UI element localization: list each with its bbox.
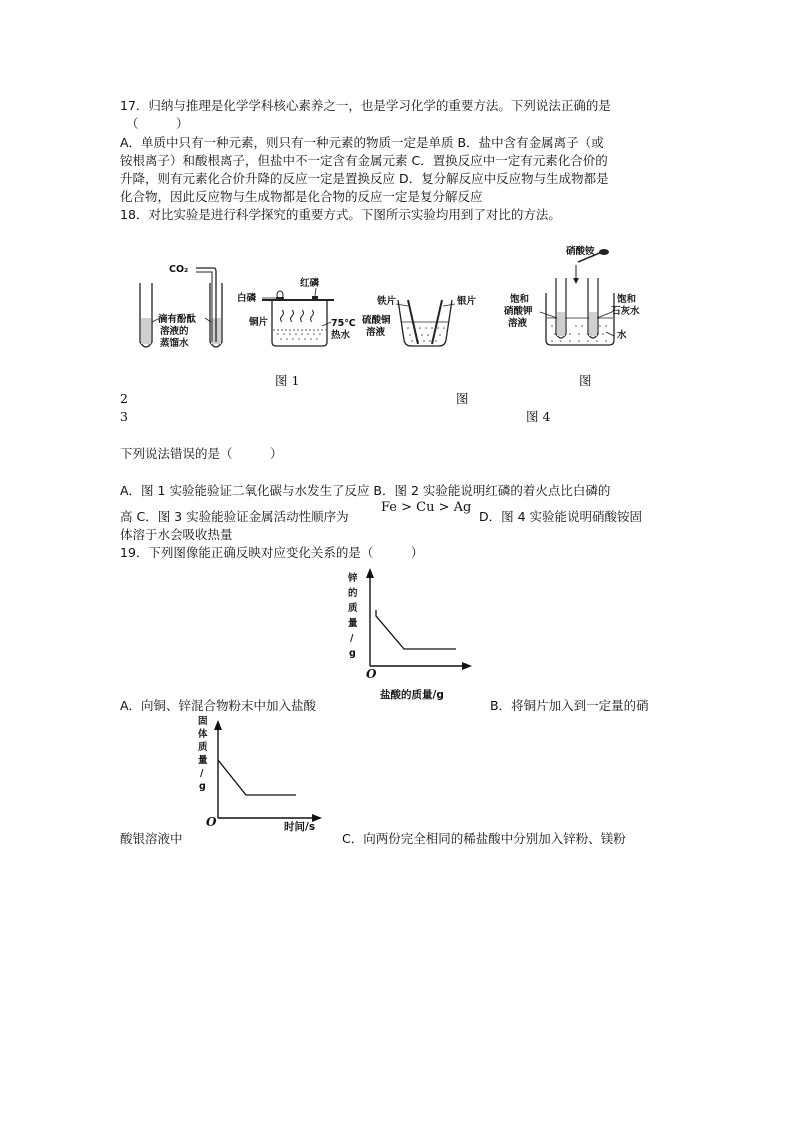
q18-option-line: 高 C．图 3 实验能验证金属活动性顺序为 xyxy=(120,509,349,524)
q18-stem: 18．对比实验是进行科学探究的重要方式。下图所示实验均用到了对比的方法。 xyxy=(120,207,561,222)
graph-a-ylabel: 质 xyxy=(348,603,358,614)
fig4-caption: 图 4 xyxy=(526,409,551,424)
fig4-right-label: 饱和 xyxy=(617,294,637,305)
q18-option-line: A．图 1 实验能验证二氧化碳与水发生了反应 B．图 2 实验能说明红磷的着火点比白磷的 xyxy=(120,483,611,498)
q17-stem: 17．归纳与推理是化学学科核心素养之一，也是学习化学的重要方法。下列说法正确的是 xyxy=(120,98,611,113)
fig3-caption-num: 3 xyxy=(120,409,128,424)
q17-text-line: 升降，则有元素化合价升降的反应一定是置换反应 D．复分解反应中反应物与生成物都是 xyxy=(120,171,609,186)
white-phosphorus-label: 白磷 xyxy=(237,293,257,304)
q19-stem: 19．下列图像能正确反映对应变化关系的是（ ） xyxy=(120,545,424,560)
graph-b-ylabel: 质 xyxy=(198,742,208,753)
graph-b-ylabel: 体 xyxy=(198,729,208,740)
copper-sulfate-label: 溶液 xyxy=(366,327,386,338)
q18-prompt: 下列说法错误的是（ ） xyxy=(120,446,283,461)
copper-plate-label: 铜片 xyxy=(249,317,269,328)
graph-a-ylabel: 的 xyxy=(348,588,358,599)
graph-a-origin: O xyxy=(366,667,377,681)
q19-option-b-cont: 酸银溶液中 xyxy=(120,831,183,846)
q17-blank: （ ） xyxy=(126,116,189,131)
fig2-caption-char: 图 xyxy=(456,391,469,406)
hot-water-label: 75℃ xyxy=(331,318,356,329)
metal-order-formula: Fe > Cu > Ag xyxy=(381,500,472,515)
fig4-water-label: 水 xyxy=(617,330,627,341)
fig1-label-line: 滴有酚酞 xyxy=(158,314,197,325)
q19-option-b: B．将铜片加入到一定量的硝 xyxy=(490,698,649,713)
q18-option-line: D．图 4 实验能说明硝酸铵固 xyxy=(479,509,643,524)
fig2-caption-num: 2 xyxy=(120,391,128,406)
red-phosphorus-label: 红磷 xyxy=(300,278,320,289)
graph-a-xlabel: 盐酸的质量/g xyxy=(380,689,444,701)
ammonium-nitrate-label: 硝酸铵 xyxy=(566,246,595,257)
q17-text-line: A．单质中只有一种元素，则只有一种元素的物质一定是单质 B．盐中含有金属离子（或 xyxy=(120,135,604,150)
fig4-left-label: 饱和 xyxy=(510,294,530,305)
q19-option-c: C．向两份完全相同的稀盐酸中分别加入锌粉、镁粉 xyxy=(342,831,626,846)
graph-a-ylabel: 锌 xyxy=(348,573,358,584)
silver-strip-label: 银片 xyxy=(457,296,477,307)
graph-a-ylabel: 量 xyxy=(348,618,358,629)
q18-option-line: 体溶于水会吸收热量 xyxy=(120,527,233,542)
fig4-caption-char: 图 xyxy=(579,373,592,388)
q19-option-a: A．向铜、锌混合物粉末中加入盐酸 xyxy=(120,698,317,713)
q17-text-line: 铵根离子）和酸根离子，但盐中不一定含有金属元素 C．置换反应中一定有元素化合价的 xyxy=(120,153,608,168)
iron-strip-label: 铁片 xyxy=(377,296,397,307)
fig1-label-line: 溶液的 xyxy=(160,326,189,337)
graph-b-ylabel: 量 xyxy=(198,755,208,766)
graph-b-xlabel: 时间/s xyxy=(284,821,316,833)
graph-b-ylabel: g xyxy=(199,781,206,792)
q17-text-line: 化合物，因此反应物与生成物都是化合物的反应一定是复分解反应 xyxy=(120,189,483,204)
fig4-left-label: 溶液 xyxy=(508,318,528,329)
hot-water-label: 热水 xyxy=(331,330,351,341)
fig4-left-label: 硝酸钾 xyxy=(504,306,533,317)
fig1-caption: 图 1 xyxy=(275,373,300,388)
fig4-right-label: 石灰水 xyxy=(611,306,640,317)
graph-a-ylabel: / xyxy=(350,633,354,644)
graph-b-ylabel: 固 xyxy=(198,716,208,727)
co2-label: CO₂ xyxy=(169,264,189,275)
fig1-label-line: 蒸馏水 xyxy=(160,338,189,349)
graph-b-ylabel: / xyxy=(200,768,204,779)
graph-a-ylabel: g xyxy=(349,648,356,659)
graph-b-origin: O xyxy=(206,815,217,829)
copper-sulfate-label: 硫酸铜 xyxy=(362,315,391,326)
